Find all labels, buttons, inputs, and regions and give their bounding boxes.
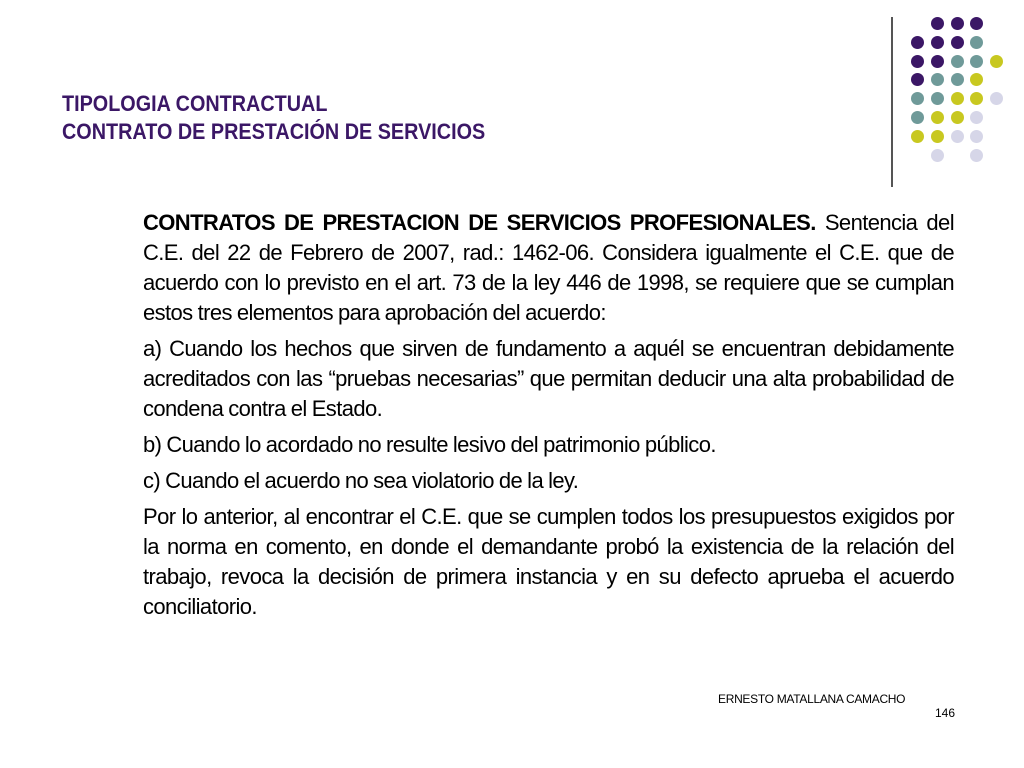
decorative-dot — [990, 55, 1003, 68]
decorative-dot — [951, 130, 964, 143]
decorative-dot — [931, 149, 944, 162]
decorative-dot — [970, 92, 983, 105]
decorative-dot — [911, 73, 924, 86]
decorative-dot — [990, 92, 1003, 105]
decorative-dot — [931, 55, 944, 68]
decorative-dot — [911, 55, 924, 68]
decorative-dot-grid — [0, 0, 1024, 200]
decorative-dot — [970, 130, 983, 143]
decorative-dot — [911, 36, 924, 49]
decorative-dot — [970, 111, 983, 124]
decorative-dot — [911, 92, 924, 105]
slide-body — [143, 208, 954, 628]
paragraph-intro — [143, 208, 954, 328]
item-c: c) Cuando el acuerdo no sea violatorio de la ley. — [143, 468, 579, 493]
decorative-dot — [931, 92, 944, 105]
decorative-dot — [951, 92, 964, 105]
decorative-dot — [931, 36, 944, 49]
decorative-dot — [970, 17, 983, 30]
paragraph-intro-text: Sentencia del C.E. del 22 de Febrero de 2007, rad.: 1462-06. Considera igualmente el C.E. que de acuerdo con lo previsto en el art. 73 de la ley 446 de 1998, se requiere que se cumplan estos tres elementos para aprobación del acuerdo: — [143, 210, 954, 325]
decorative-dot — [931, 17, 944, 30]
title-line-1: TIPOLOGIA CONTRACTUAL — [62, 91, 328, 116]
decorative-dot — [970, 55, 983, 68]
page-number: 146 — [935, 706, 956, 720]
title-line-2: CONTRATO DE PRESTACIÓN DE SERVICIOS — [62, 119, 486, 144]
decorative-dot — [970, 73, 983, 86]
item-a: a) Cuando los hechos que sirven de fundamento a aquél se encuentran debidamente acreditados con las “pruebas necesarias” que permitan deducir una alta probabilidad de condena contra el Estado. — [143, 336, 954, 421]
decorative-dot — [931, 130, 944, 143]
decorative-dot — [951, 73, 964, 86]
decorative-dot — [970, 36, 983, 49]
paragraph-conclusion: Por lo anterior, al encontrar el C.E. que se cumplen todos los presupuestos exigidos por la norma en comento, en donde el demandante probó la existencia de la relación del trabajo, revoca la decisión de primera instancia y en su defecto aprueba el acuerdo conciliatorio. — [143, 504, 954, 619]
decorative-dot — [931, 111, 944, 124]
decorative-dot — [911, 130, 924, 143]
decorative-dot — [951, 111, 964, 124]
paragraph-heading: CONTRATOS DE PRESTACION DE SERVICIOS PROFESIONALES. — [143, 210, 816, 235]
item-b: b) Cuando lo acordado no resulte lesivo del patrimonio público. — [143, 432, 716, 457]
decorative-dot — [951, 17, 964, 30]
decorative-dot — [951, 36, 964, 49]
footer-author: ERNESTO MATALLANA CAMACHO — [718, 692, 906, 706]
decorative-dot — [970, 149, 983, 162]
decorative-dot — [931, 73, 944, 86]
decorative-dot — [911, 111, 924, 124]
decorative-dot — [951, 55, 964, 68]
